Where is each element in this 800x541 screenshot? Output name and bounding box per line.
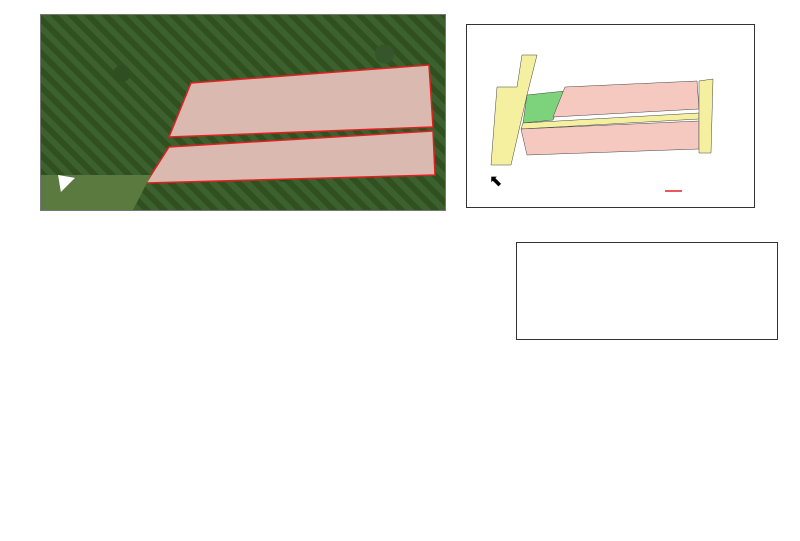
cursor-icon: ⬉: [489, 173, 503, 190]
aerial-photo: [40, 14, 446, 211]
nota-box: [516, 242, 778, 340]
plot-outline: [41, 15, 445, 210]
site-plan: [466, 24, 755, 208]
site-plan-drawing: [467, 25, 754, 207]
